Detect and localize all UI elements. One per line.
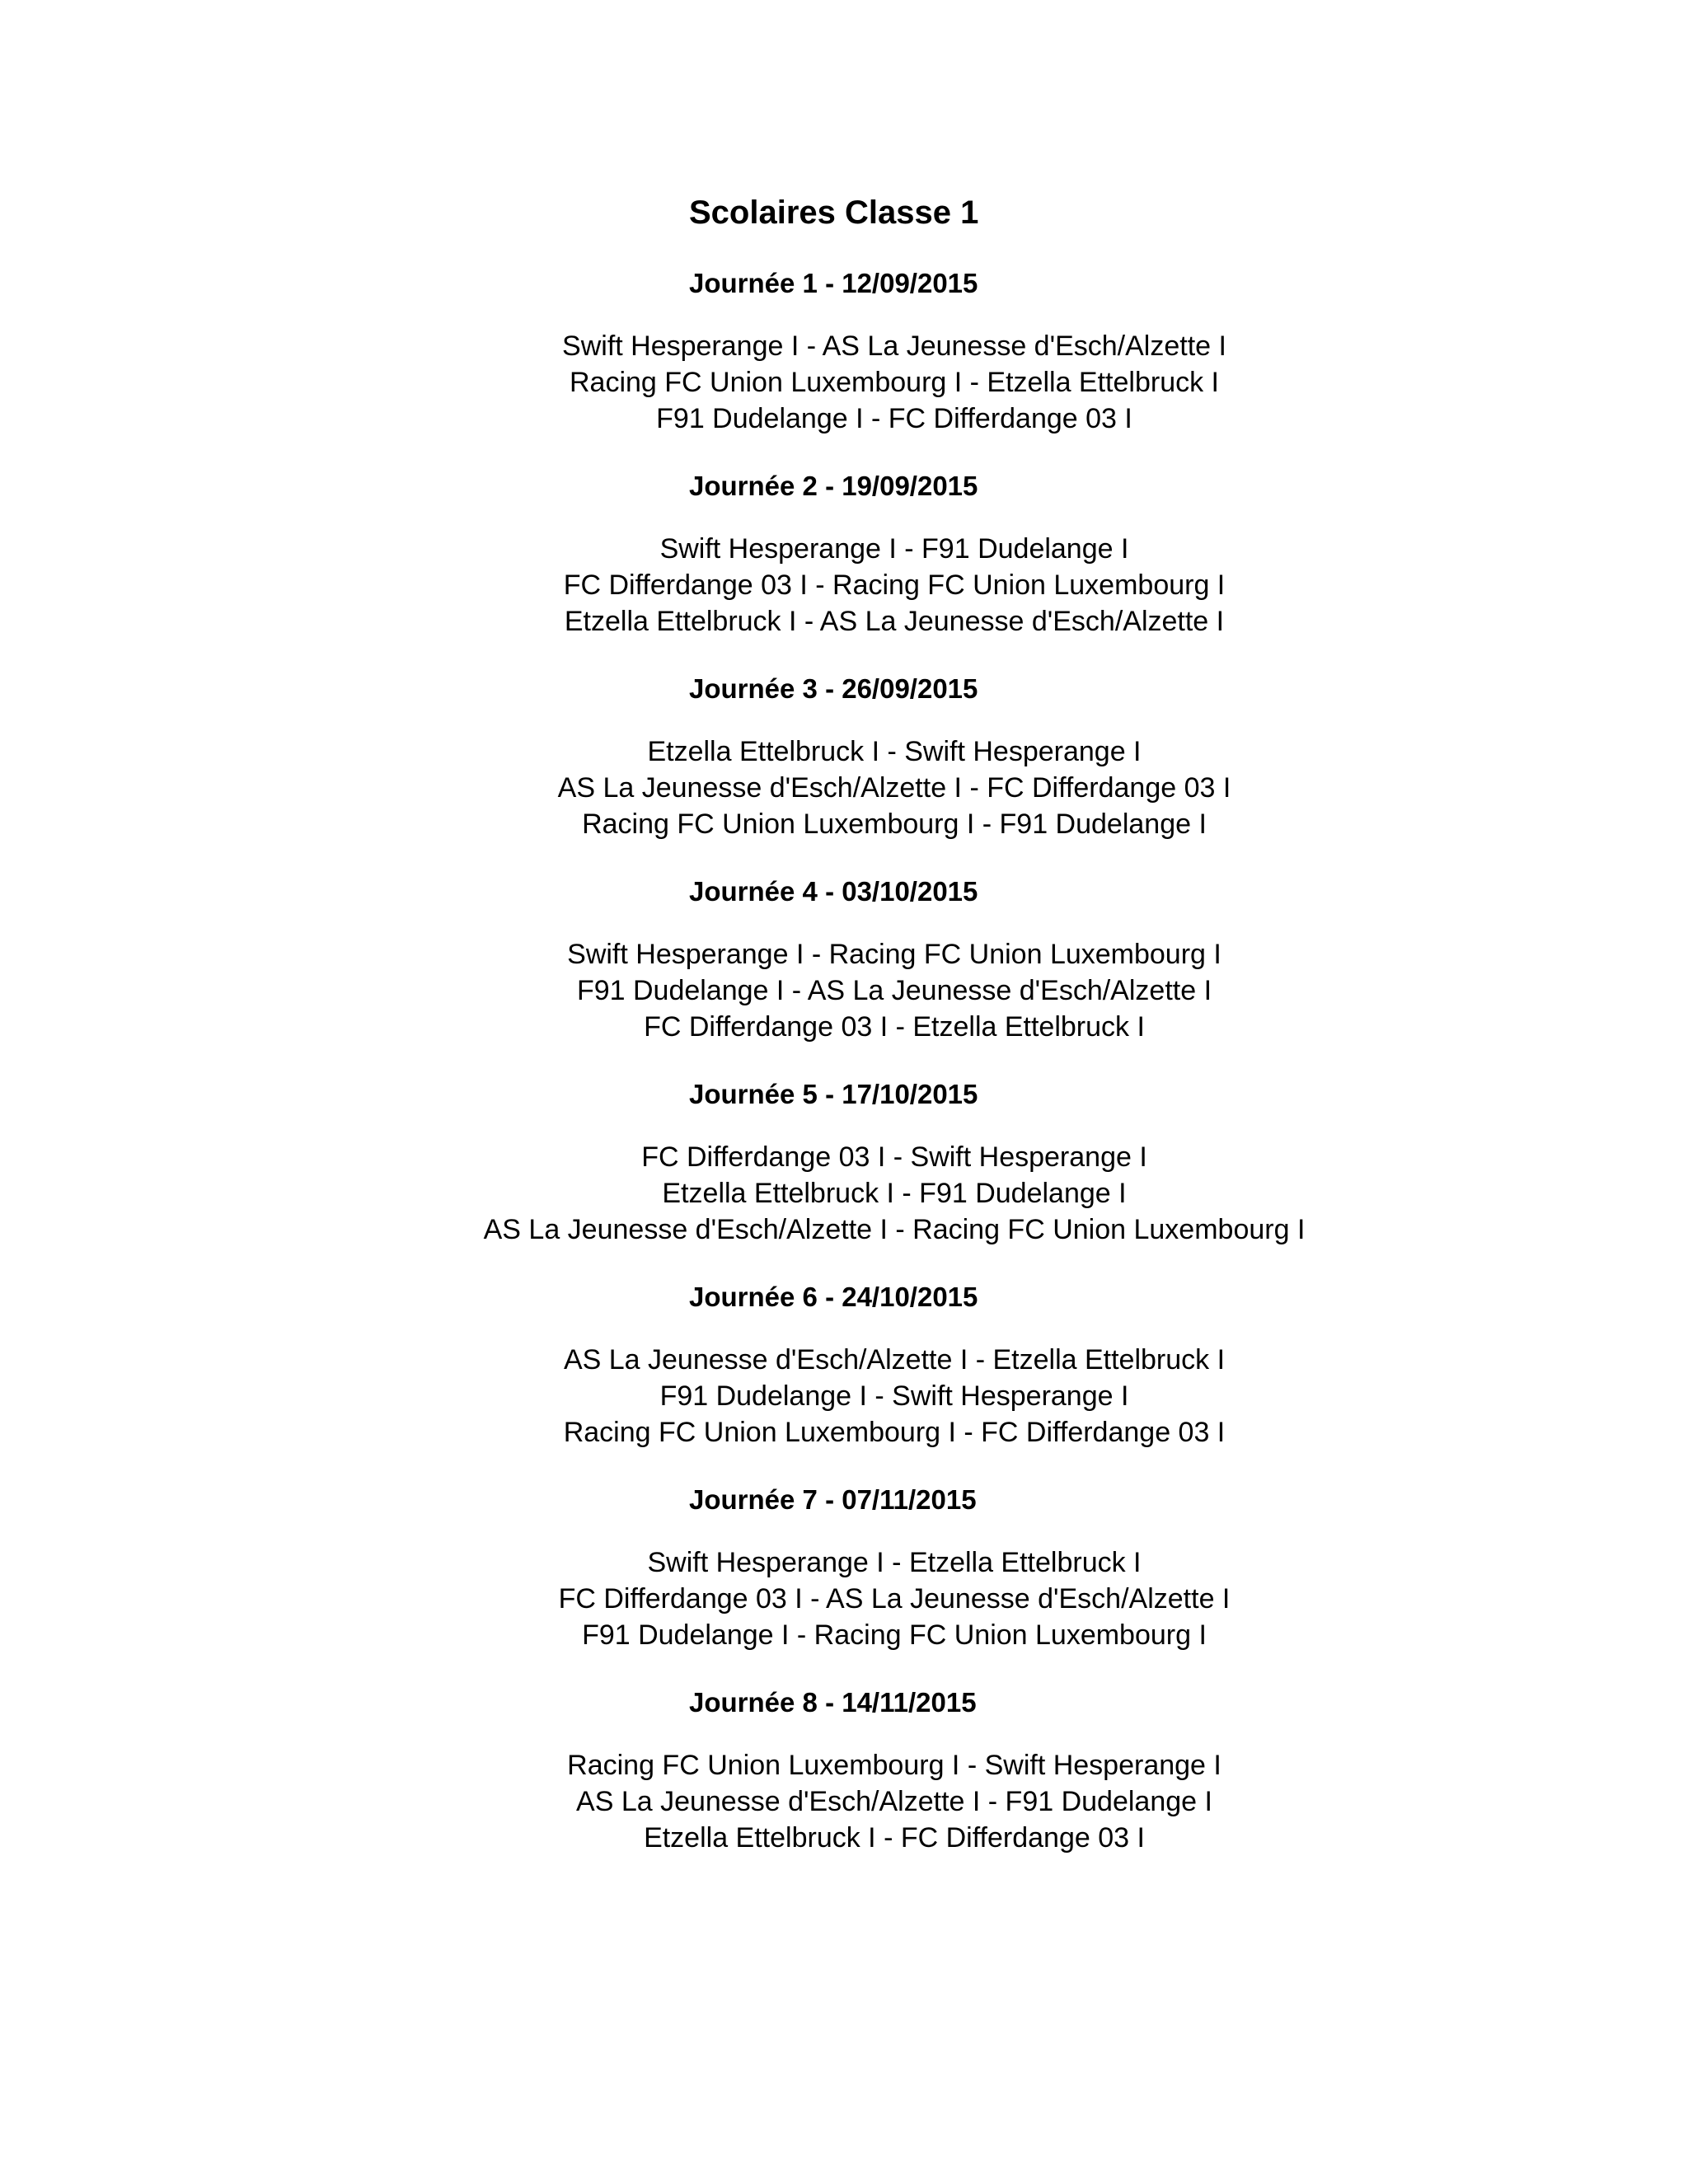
match-item: Etzella Ettelbruck I - F91 Dudelange I [662,1178,1127,1209]
match-item: AS La Jeunesse d'Esch/Alzette I - Racing FC Union Luxembourg I [483,1214,1306,1245]
match-item: FC Differdange 03 I - Swift Hesperange I [641,1141,1147,1173]
journee-heading: Journée 3 - 26/09/2015 [689,673,978,704]
match-item: Swift Hesperange I - Racing FC Union Luxembourg I [567,939,1221,970]
journee-heading: Journée 4 - 03/10/2015 [689,876,978,907]
match-item: FC Differdange 03 I - Etzella Ettelbruck I [644,1011,1145,1043]
match-list [0,531,1688,640]
match-item: FC Differdange 03 I - AS La Jeunesse d'Esch/Alzette I [558,1583,1231,1615]
page-title: Scolaires Classe 1 [689,194,979,231]
match-item: F91 Dudelange I - AS La Jeunesse d'Esch/Alzette I [576,975,1212,1006]
match-item: AS La Jeunesse d'Esch/Alzette I - Etzella Ettelbruck I [563,1344,1226,1376]
match-list [0,1747,1688,1856]
match-item: AS La Jeunesse d'Esch/Alzette I - F91 Dudelange I [576,1786,1212,1817]
match-item: Etzella Ettelbruck I - Swift Hesperange I [647,736,1142,767]
match-item: FC Differdange 03 I - Racing FC Union Luxembourg I [563,569,1226,601]
match-item: Etzella Ettelbruck I - AS La Jeunesse d'Esch/Alzette I [564,606,1225,637]
match-item: Swift Hesperange I - F91 Dudelange I [659,533,1129,565]
match-list [0,936,1688,1045]
match-item: F91 Dudelange I - Racing FC Union Luxembourg I [582,1619,1207,1651]
journee-heading: Journée 7 - 07/11/2015 [689,1484,977,1515]
match-item: Etzella Ettelbruck I - FC Differdange 03 I [644,1822,1145,1854]
match-item: Racing FC Union Luxembourg I - Etzella Ettelbruck I [569,367,1219,398]
journee-heading: Journée 6 - 24/10/2015 [689,1282,978,1312]
match-item: F91 Dudelange I - Swift Hesperange I [659,1380,1129,1412]
journee-heading: Journée 2 - 19/09/2015 [689,471,978,501]
match-item: Racing FC Union Luxembourg I - FC Differdange 03 I [563,1417,1226,1448]
journee-heading: Journée 1 - 12/09/2015 [689,268,978,298]
match-item: Racing FC Union Luxembourg I - F91 Dudelange I [582,808,1207,840]
match-list [0,1342,1688,1451]
match-list [0,1139,1688,1248]
match-item: Swift Hesperange I - AS La Jeunesse d'Esch/Alzette I [562,330,1226,362]
match-item: F91 Dudelange I - FC Differdange 03 I [656,403,1132,434]
match-list [0,328,1688,437]
journee-heading: Journée 8 - 14/11/2015 [689,1687,977,1718]
match-item: AS La Jeunesse d'Esch/Alzette I - FC Differdange 03 I [557,772,1231,804]
journee-heading: Journée 5 - 17/10/2015 [689,1079,978,1109]
match-list [0,1544,1688,1653]
match-item: Racing FC Union Luxembourg I - Swift Hesperange I [567,1750,1221,1781]
match-list [0,733,1688,842]
match-item: Swift Hesperange I - Etzella Ettelbruck I [647,1547,1142,1578]
